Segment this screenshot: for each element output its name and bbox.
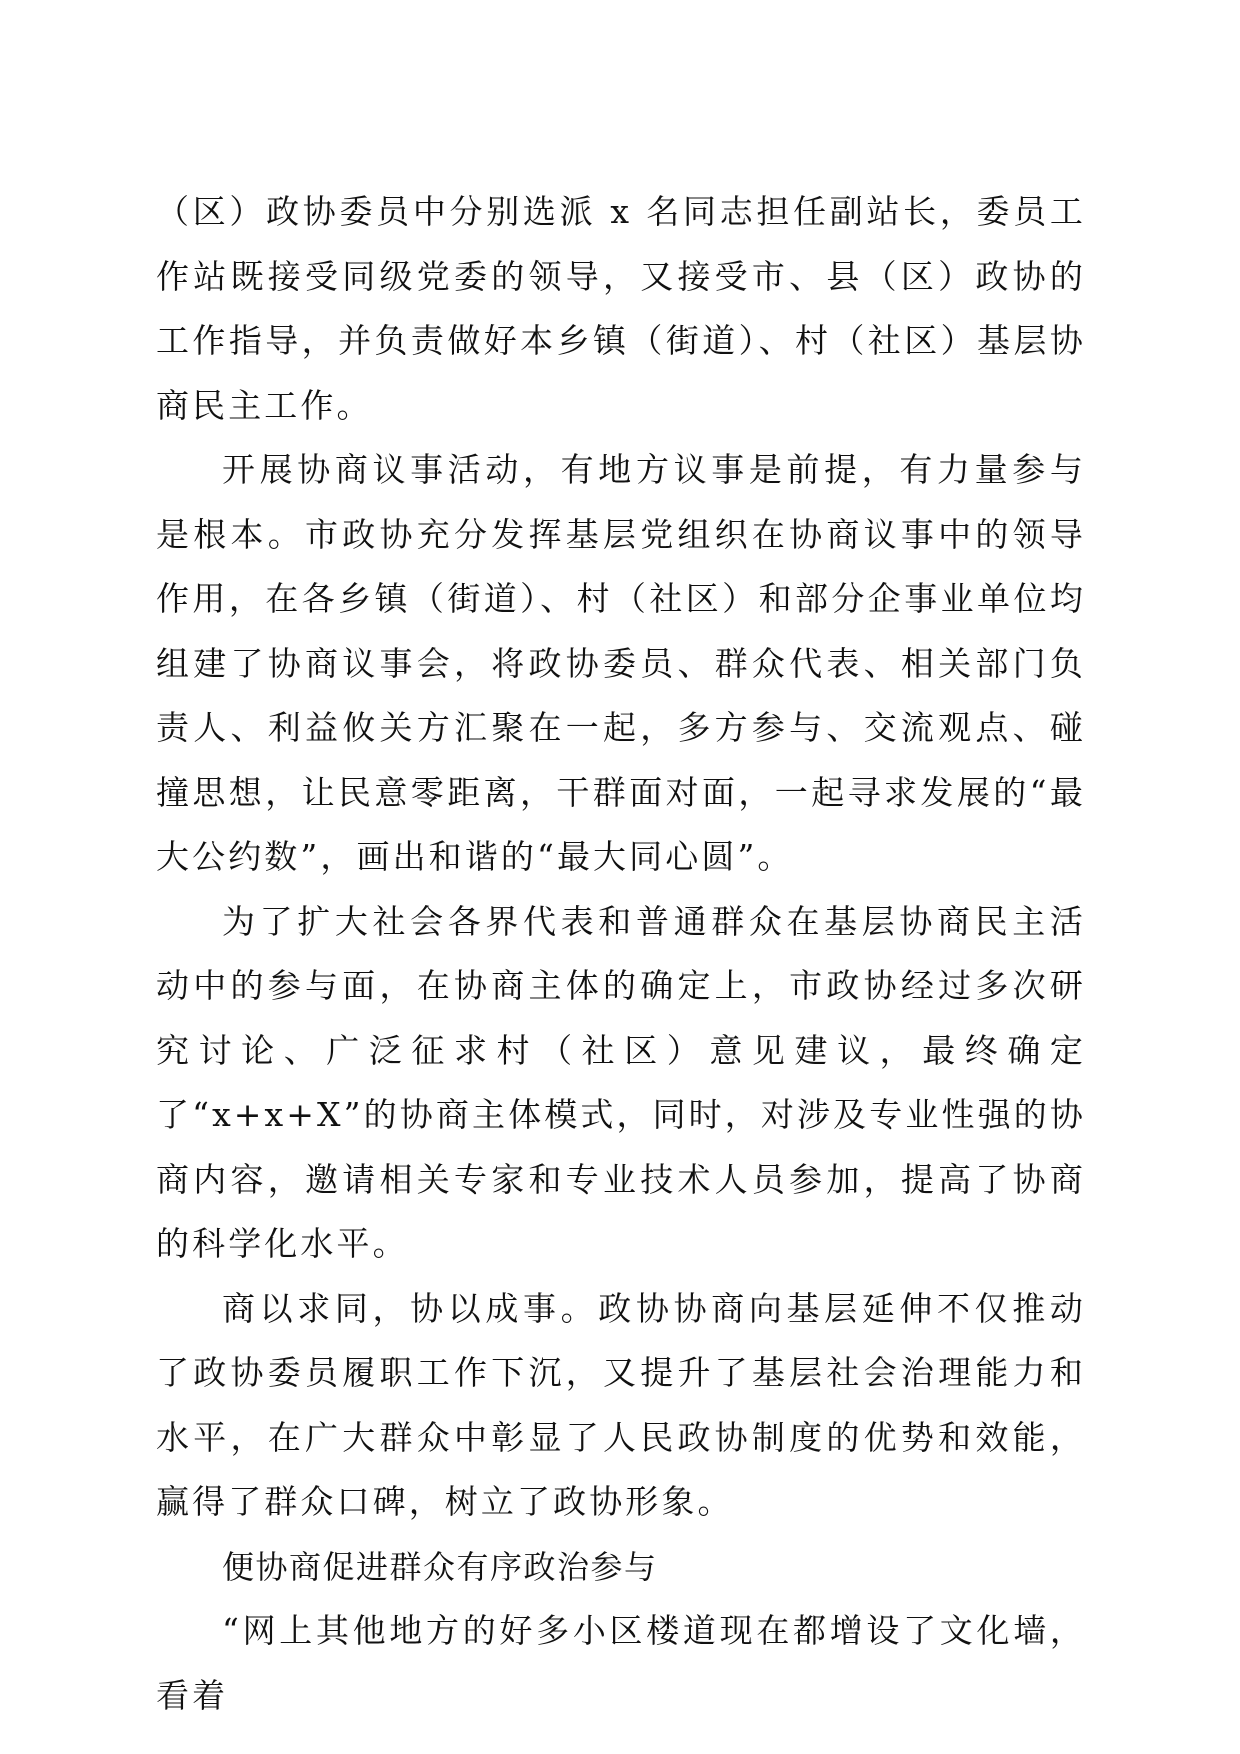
paragraph-5: “网上其他地方的好多小区楼道现在都增设了文化墙，看着 [156,1611,1086,1715]
paragraph-4: 商以求同，协以成事。政协协商向基层延伸不仅推动了政协委员履职工作下沉，又提升了基层社会治理能力和水平，在广大群众中彰显了人民政协制度的优势和效能，赢得了群众口碑，树立了政协形象。 [156,1288,1086,1521]
document-body [156,180,1086,1728]
paragraph-2: 开展协商议事活动，有地方议事是前提，有力量参与是根本。市政协充分发挥基层党组织在协商议事中的领导作用，在各乡镇（街道）、村（社区）和部分企事业单位均组建了协商议事会，将政协委员、群众代表、相关部门负责人、利益攸关方汇聚在一起，多方参与、交流观点、碰撞思想，让民意零距离，干群面对面，一起寻求发展的“最大公约数”，画出和谐的“最大同心圆”。 [156,450,1086,876]
section-heading: 便协商促进群众有序政治参与 [222,1547,658,1586]
paragraph-3: 为了扩大社会各界代表和普通群众在基层协商民主活动中的参与面，在协商主体的确定上，市政协经过多次研究讨论、广泛征求村（社区）意见建议，最终确定了“x+x+X”的协商主体模式，同时，对涉及专业性强的协商内容，邀请相关专家和专业技术人员参加，提高了协商的科学化水平。 [156,901,1086,1263]
paragraph-1: （区）政协委员中分别选派 x 名同志担任副站长，委员工作站既接受同级党委的领导，又接受市、县（区）政协的工作指导，并负责做好本乡镇（街道）、村（社区）基层协商民主工作。 [156,192,1086,425]
